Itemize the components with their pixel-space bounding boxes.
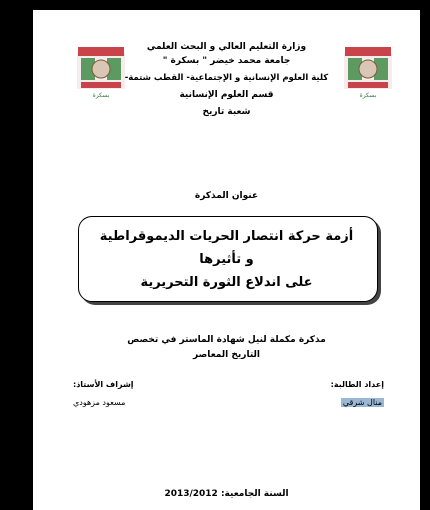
student-name: منال شرقي: [342, 398, 382, 407]
supervisor-name: مسعود مزهودي: [73, 398, 126, 407]
thesis-title-line-1: أزمة حركة انتصار الحريات الديموقراطية: [99, 229, 354, 244]
thesis-title-line-3: على اندلاع الثورة التحريرية: [140, 275, 313, 290]
thesis-title-line-2: و تأثيرها: [199, 252, 254, 267]
student-label: إعداد الطالبة:: [330, 380, 384, 389]
faculty-name: كلية العلوم الإنسانية و الإجتماعية- القطب شتمة-: [124, 73, 329, 83]
memo-title-label: عنوان المذكرة: [194, 191, 259, 201]
supervisor-label: إشراف الأستاذ:: [73, 380, 134, 389]
document-page: [33, 10, 420, 510]
degree-line-2: التاريخ المعاصر: [193, 350, 260, 360]
department-name: قسم العلوم الإنسانية: [179, 90, 274, 100]
degree-line-1: مذكرة مكملة لنيل شهادة الماستر في تخصص: [127, 335, 326, 345]
ministry-name: وزارة التعليم العالي و البحث العلمي: [146, 42, 307, 52]
svg-text:بسكرة: بسكرة: [359, 92, 377, 99]
branch-name: شعبة تاريخ: [202, 107, 251, 117]
academic-year: السنة الجامعية: 2013/2012: [164, 489, 289, 499]
svg-text:بسكرة: بسكرة: [92, 92, 110, 99]
university-name: جامعة محمد خيضر " بسكرة ": [162, 56, 291, 66]
